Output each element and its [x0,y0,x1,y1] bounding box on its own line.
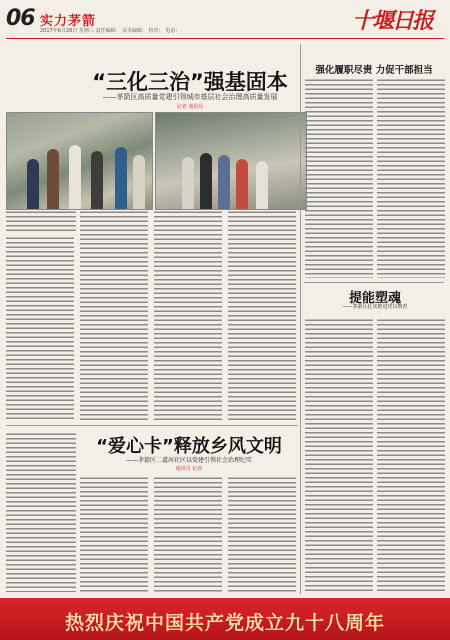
lead-body-col4 [228,210,296,421]
lead-headline: “三化三治”强基固本 [92,70,288,94]
lead-body-col2 [80,210,148,421]
header-rule [6,38,444,39]
feature-body-col3 [228,476,296,592]
lead-photo-right [155,112,307,210]
side-subhead: ——茅箭区扎实推进党员教育 [342,304,408,310]
section-title: 实力茅箭 [40,14,97,29]
side-body2-col2 [377,318,445,593]
feature-subhead: ——茅箭区二道河社区以党建引领社会治理纪实 [125,457,252,464]
lead-subhead: ——茅箭区高质量党建引领城市基层社会治理高质量发展 [102,93,278,101]
side-body2-col1 [305,318,373,593]
photo-caption [6,210,76,234]
issue-meta: 2017年6月28日 星期三 责任编辑： 美术编辑： 校对： 电话： [40,28,181,34]
lead-body-col3 [154,210,222,421]
side-body-col2 [377,78,445,278]
side-body-col1 [305,78,373,278]
feature-body-col2 [154,476,222,592]
side-subheadline: 提能塑魂 [348,291,401,306]
lead-body-col1 [6,236,74,421]
feature-headline: “爱心卡”释放乡风文明 [96,436,282,457]
feature-divider [6,425,298,426]
footer-banner-text: 热烈庆祝中国共产党成立九十八周年 [64,612,385,634]
column-divider [300,44,301,594]
lead-photo-left [6,112,153,210]
feature-body-col0 [6,432,76,592]
page-number: 06 [6,6,35,31]
lead-byline: 记者 通讯员 [176,104,204,110]
feature-byline: 通讯员 记者 [175,466,203,472]
side-headline: 强化履职尽责 力促干部担当 [315,65,433,76]
newspaper-logo: 十堰日报 [352,8,433,34]
side-divider [304,282,444,283]
feature-body-col1 [80,476,148,592]
